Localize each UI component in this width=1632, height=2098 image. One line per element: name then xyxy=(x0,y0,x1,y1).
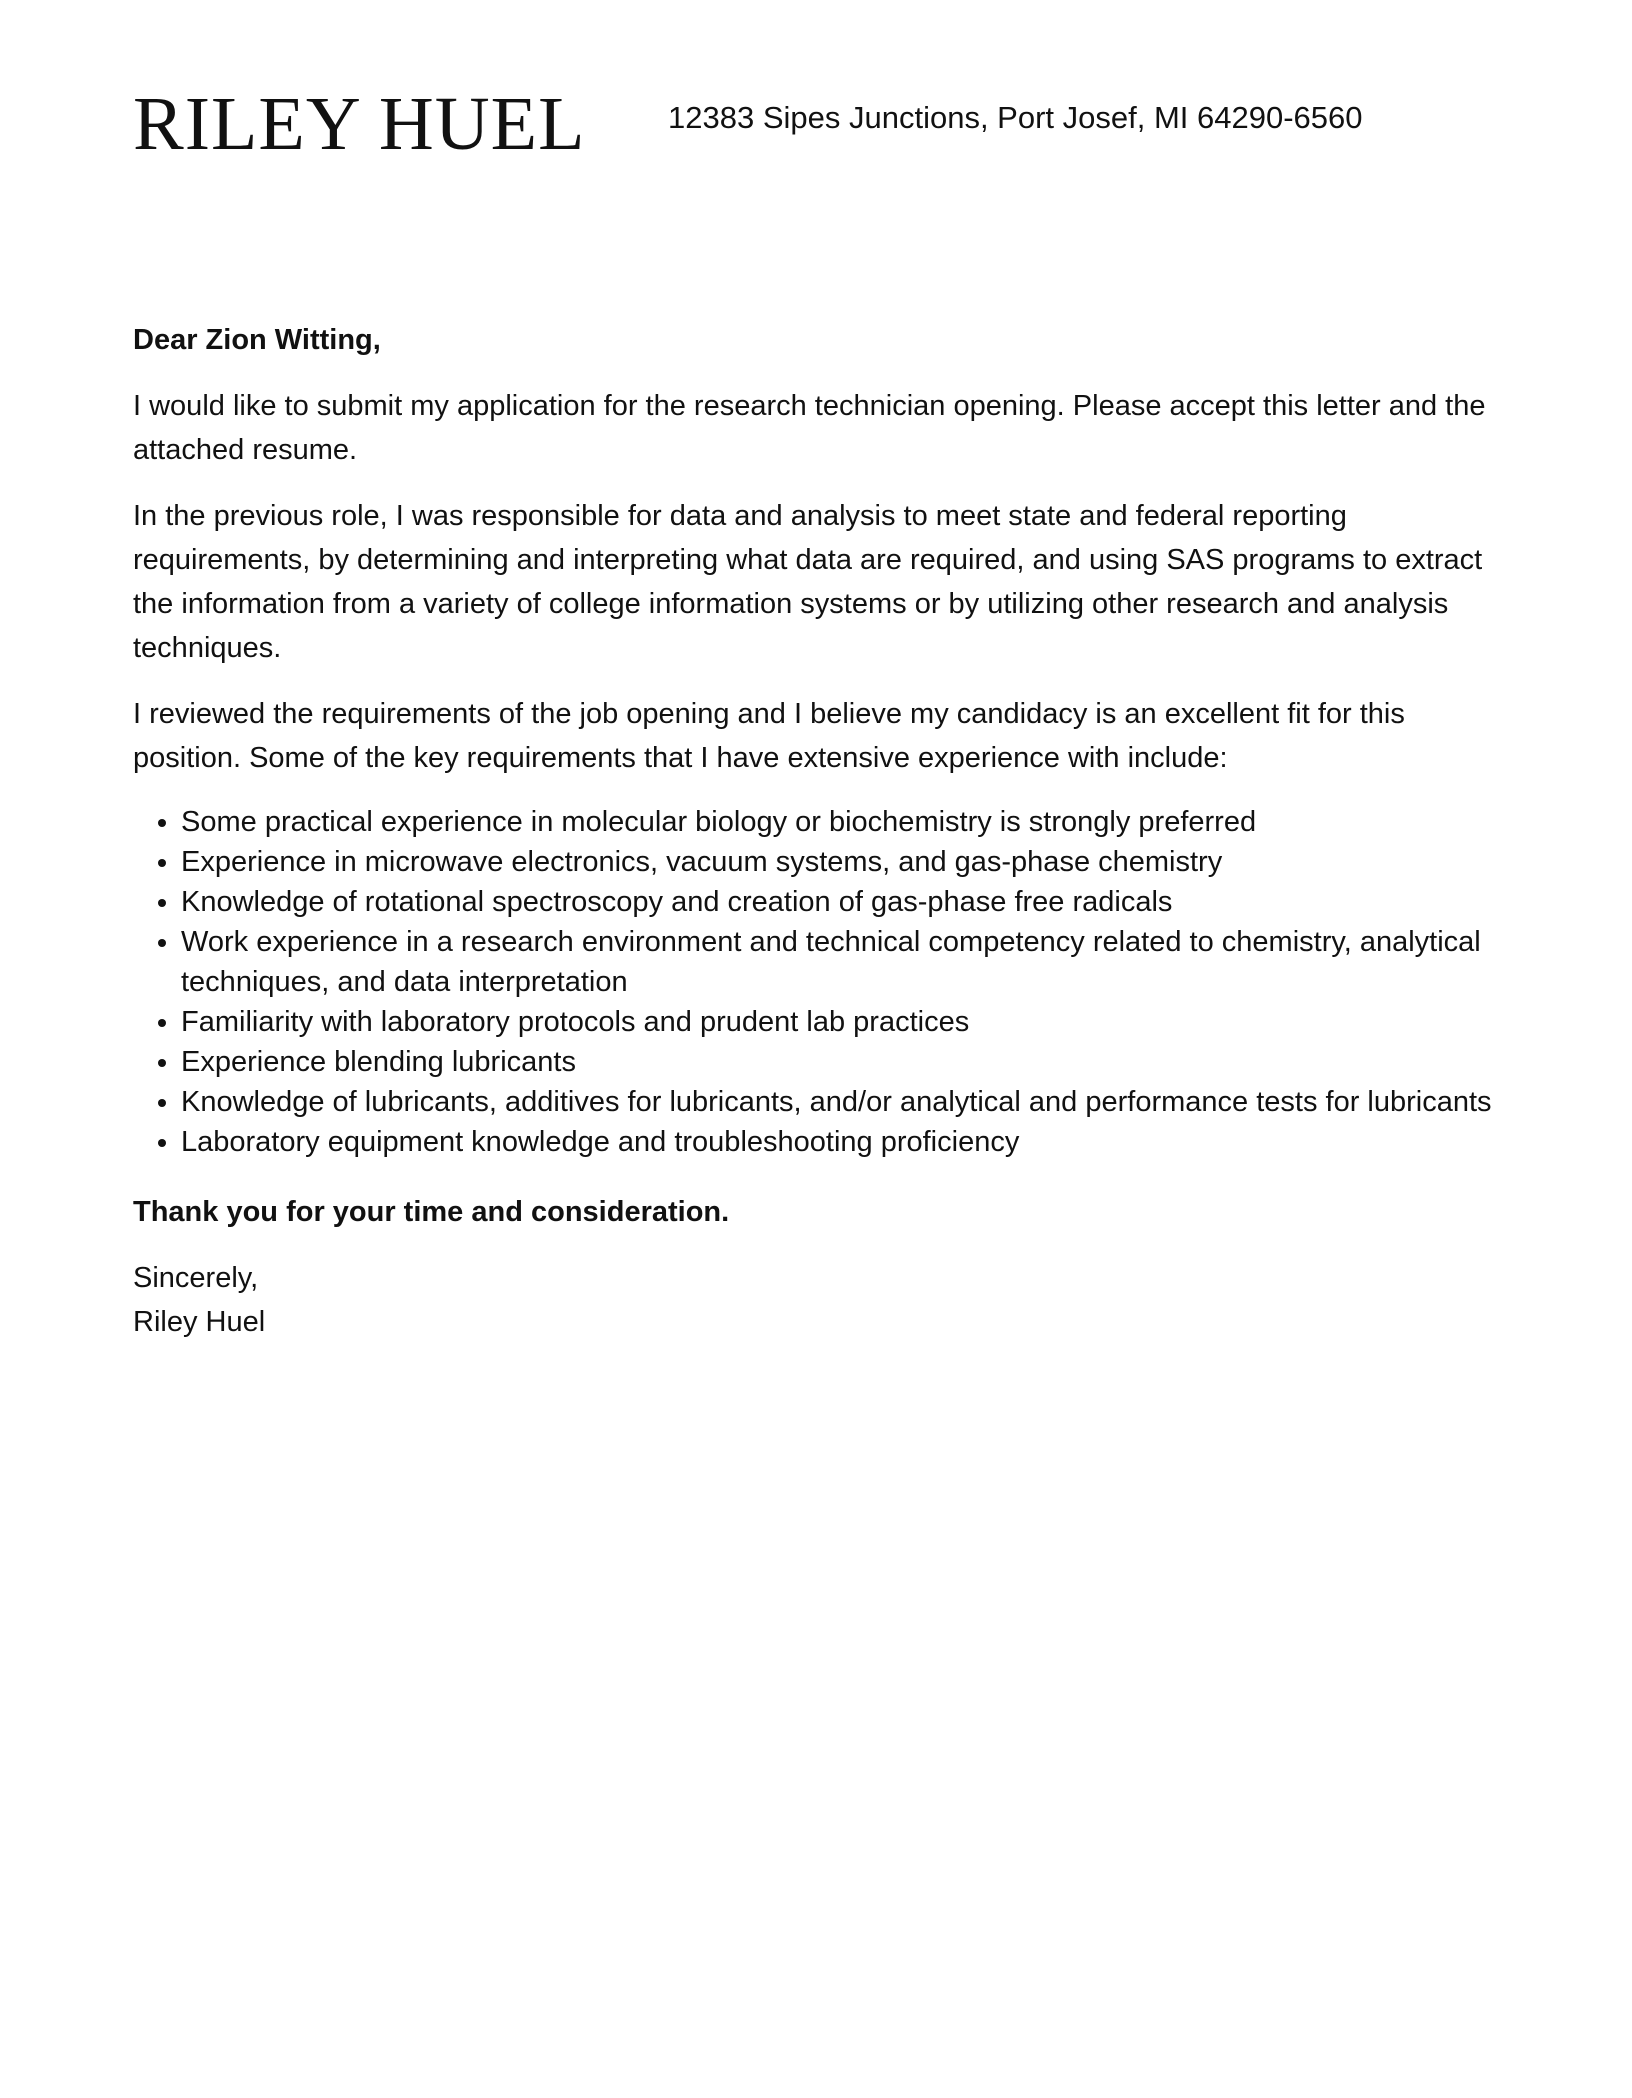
requirements-list xyxy=(133,802,1503,1162)
paragraph-requirements: I reviewed the requirements of the job opening and I believe my candidacy is an excellent fit for this position. Some of the key requirements that I have extensive experience with include: xyxy=(133,698,1405,774)
paragraph-intro: I would like to submit my application for the research technician opening. Please accept this letter and the attached resume. xyxy=(133,390,1486,466)
paragraph-experience: In the previous role, I was responsible for data and analysis to meet state and federal reporting requirements, by determining and interpreting what data are required, and using SAS programs to extract the information from a variety of college information systems or by utilizing other research and analysis techniques. xyxy=(133,500,1483,664)
letter-body xyxy=(133,318,1503,1344)
applicant-address: 12383 Sipes Junctions, Port Josef, MI 64290-6560 xyxy=(668,100,1363,135)
list-item: • Work experience in a research environment and technical competency related to chemistry, analytical techniques, and data interpretation xyxy=(181,922,1503,1002)
salutation: Dear Zion Witting, xyxy=(133,324,381,356)
sign-off: Sincerely, xyxy=(133,1262,259,1294)
list-item: • Laboratory equipment knowledge and troubleshooting proficiency xyxy=(181,1122,1503,1162)
closing-line: Thank you for your time and consideration. xyxy=(133,1196,730,1228)
list-item: • Some practical experience in molecular biology or biochemistry is strongly preferred xyxy=(181,802,1503,842)
list-item: • Knowledge of lubricants, additives for lubricants, and/or analytical and performance tests for lubricants xyxy=(181,1082,1503,1122)
signature: Riley Huel xyxy=(133,1306,266,1338)
applicant-name: RILEY HUEL xyxy=(133,82,586,166)
list-item: • Experience in microwave electronics, vacuum systems, and gas-phase chemistry xyxy=(181,842,1503,882)
list-item: • Familiarity with laboratory protocols and prudent lab practices xyxy=(181,1002,1503,1042)
list-item: • Knowledge of rotational spectroscopy and creation of gas-phase free radicals xyxy=(181,882,1503,922)
list-item: • Experience blending lubricants xyxy=(181,1042,1503,1082)
